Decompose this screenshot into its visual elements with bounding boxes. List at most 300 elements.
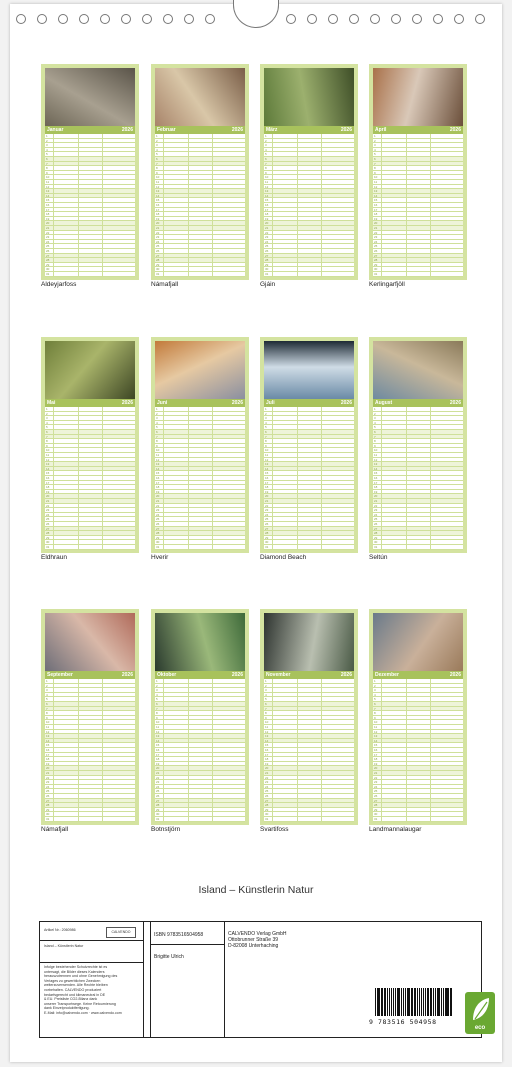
binding-hole (454, 14, 464, 24)
binding-hole (370, 14, 380, 24)
day-number: 16 (156, 476, 160, 480)
day-number: 9 (265, 715, 267, 720)
day-number: 12 (156, 729, 160, 734)
month-header (155, 671, 245, 679)
day-number: 30 (265, 540, 269, 545)
day-number: 16 (265, 203, 269, 207)
day-number: 30 (156, 267, 160, 272)
month-photo (45, 613, 135, 671)
day-number: 26 (46, 249, 50, 253)
day-number: 4 (46, 147, 48, 152)
author: Brigitte Ulrich (154, 954, 184, 960)
day-number: 29 (374, 535, 378, 540)
day-number: 20 (46, 494, 50, 499)
column-divider (188, 134, 189, 277)
month-header (45, 399, 135, 407)
day-number: 3 (374, 416, 376, 421)
day-number: 5 (46, 152, 48, 157)
day-number: 5 (265, 152, 267, 157)
day-number: 24 (46, 239, 50, 244)
place-caption: Seltún (369, 554, 388, 561)
barcode-bar (451, 988, 452, 1016)
column-divider (381, 407, 382, 550)
day-number: 23 (374, 508, 378, 513)
day-number: 25 (46, 517, 50, 522)
month-photo (264, 68, 354, 126)
day-number: 7 (374, 434, 376, 439)
day-number: 10 (156, 448, 160, 453)
day-number: 5 (374, 152, 376, 157)
month-year: 2026 (231, 672, 243, 678)
binding-hole (37, 14, 47, 24)
day-number: 23 (46, 508, 50, 513)
day-number: 26 (265, 522, 269, 526)
day-number: 13 (374, 189, 378, 194)
day-number: 4 (265, 692, 267, 697)
place-caption: Gjáin (260, 281, 276, 288)
day-number: 27 (156, 798, 160, 803)
month-year: 2026 (121, 672, 133, 678)
day-number: 16 (374, 748, 378, 752)
day-number: 27 (46, 798, 50, 803)
day-number: 24 (374, 784, 378, 789)
divider (151, 944, 225, 945)
day-number: 14 (265, 193, 269, 198)
day-number: 6 (265, 702, 267, 706)
day-number: 29 (156, 807, 160, 812)
day-number: 2 (46, 411, 48, 416)
binding-hole (391, 14, 401, 24)
month-year: 2026 (340, 127, 352, 133)
disclaimer-line: E-Mail: info@calvendo.com · www.calvendo.com (44, 1011, 122, 1015)
day-number: 25 (265, 244, 269, 249)
day-number: 22 (156, 775, 160, 780)
day-number: 14 (46, 193, 50, 198)
binding-hole (475, 14, 485, 24)
day-number: 1 (265, 407, 267, 411)
day-number: 18 (46, 757, 50, 762)
day-number: 10 (156, 175, 160, 180)
month-name: Februar (157, 127, 176, 133)
day-number: 17 (265, 752, 269, 757)
day-number: 19 (265, 489, 269, 494)
day-number: 23 (46, 235, 50, 240)
month-card-4 (369, 64, 467, 280)
day-number: 19 (46, 216, 50, 221)
month-year: 2026 (231, 400, 243, 406)
day-number: 19 (374, 489, 378, 494)
day-number: 6 (46, 157, 48, 161)
column-divider (163, 407, 164, 550)
month-photo (155, 68, 245, 126)
month-card-7 (260, 337, 358, 553)
day-number: 19 (156, 489, 160, 494)
day-row (264, 545, 354, 550)
day-number: 26 (46, 794, 50, 798)
barcode-bar (435, 988, 436, 1016)
day-number: 5 (46, 425, 48, 430)
day-number: 1 (46, 407, 48, 411)
day-number: 5 (156, 152, 158, 157)
month-card-11 (260, 609, 358, 825)
column-divider (321, 134, 322, 277)
day-row (373, 817, 463, 822)
day-number: 14 (46, 466, 50, 471)
day-number: 6 (156, 430, 158, 434)
month-year: 2026 (449, 400, 461, 406)
month-photo (264, 613, 354, 671)
month-header (264, 671, 354, 679)
place-caption: Eldhraun (41, 554, 68, 561)
day-number: 23 (265, 235, 269, 240)
day-number: 9 (156, 715, 158, 720)
day-number: 23 (156, 780, 160, 785)
day-number: 10 (46, 448, 50, 453)
column-divider (78, 679, 79, 822)
day-number: 24 (156, 512, 160, 517)
day-number: 28 (156, 258, 160, 263)
day-number: 1 (156, 134, 158, 138)
day-number: 6 (374, 430, 376, 434)
month-photo (155, 341, 245, 399)
day-number: 25 (374, 789, 378, 794)
day-number: 29 (46, 535, 50, 540)
day-number: 30 (46, 812, 50, 817)
day-number: 29 (46, 262, 50, 267)
publisher-logo: CALVENDO (106, 927, 136, 938)
day-number: 11 (265, 180, 269, 184)
day-number: 27 (46, 253, 50, 258)
month-photo (45, 341, 135, 399)
day-number: 5 (46, 697, 48, 702)
day-number: 14 (156, 193, 160, 198)
day-number: 22 (374, 503, 378, 508)
day-number: 26 (374, 794, 378, 798)
barcode-bar (403, 988, 404, 1016)
day-number: 14 (374, 466, 378, 471)
day-number: 16 (374, 203, 378, 207)
barcode-bar (433, 988, 434, 1016)
day-number: 7 (156, 434, 158, 439)
day-number: 7 (156, 706, 158, 711)
day-number: 2 (265, 411, 267, 416)
day-number: 23 (265, 780, 269, 785)
day-number: 6 (374, 157, 376, 161)
barcode-number: 9 783516 504958 (369, 1018, 437, 1026)
day-number: 31 (374, 817, 378, 821)
column-divider (212, 134, 213, 277)
day-number: 15 (265, 743, 269, 748)
day-number: 22 (265, 230, 269, 235)
binding-hole (184, 14, 194, 24)
day-row (45, 272, 135, 277)
place-caption: Diamond Beach (260, 554, 307, 561)
day-number: 27 (156, 253, 160, 258)
day-number: 18 (156, 485, 160, 490)
day-number: 8 (374, 439, 376, 444)
barcode (369, 988, 453, 1026)
day-number: 20 (46, 766, 50, 771)
day-number: 12 (374, 184, 378, 189)
day-number: 2 (46, 683, 48, 688)
month-name: Juni (157, 400, 168, 406)
column-divider (212, 407, 213, 550)
day-number: 30 (46, 540, 50, 545)
day-number: 4 (265, 420, 267, 425)
day-number: 28 (374, 803, 378, 808)
day-number: 14 (374, 193, 378, 198)
day-number: 17 (46, 752, 50, 757)
day-number: 25 (374, 244, 378, 249)
month-year: 2026 (231, 127, 243, 133)
day-number: 25 (156, 789, 160, 794)
day-number: 8 (46, 166, 48, 171)
column-divider (297, 134, 298, 277)
day-number: 11 (156, 180, 160, 184)
day-number: 13 (46, 189, 50, 194)
day-number: 12 (46, 457, 50, 462)
day-number: 1 (374, 134, 376, 138)
day-number: 1 (46, 134, 48, 138)
day-number: 10 (374, 175, 378, 180)
binding-hole (286, 14, 296, 24)
day-number: 30 (374, 540, 378, 545)
leaf-icon (465, 994, 495, 1026)
day-number: 13 (46, 462, 50, 467)
month-year: 2026 (449, 672, 461, 678)
day-number: 24 (156, 784, 160, 789)
day-number: 4 (265, 147, 267, 152)
day-number: 31 (156, 545, 160, 549)
day-number: 1 (156, 407, 158, 411)
day-number: 11 (374, 453, 378, 457)
day-number: 22 (374, 230, 378, 235)
day-number: 15 (265, 198, 269, 203)
day-number: 15 (46, 198, 50, 203)
day-number: 9 (374, 170, 376, 175)
publisher-name: CALVENDO Verlag GmbH (228, 931, 287, 937)
day-number: 22 (156, 503, 160, 508)
binding-hole (58, 14, 68, 24)
day-number: 14 (374, 738, 378, 743)
month-photo (264, 341, 354, 399)
day-number: 8 (265, 439, 267, 444)
day-number: 26 (156, 249, 160, 253)
barcode-bar (389, 988, 390, 1016)
day-grid (155, 679, 245, 822)
month-card-2 (151, 64, 249, 280)
day-number: 10 (374, 720, 378, 725)
column-divider (297, 407, 298, 550)
day-number: 27 (265, 526, 269, 531)
day-number: 17 (265, 207, 269, 212)
publisher-city: D-82008 Unterhaching (228, 943, 279, 949)
barcode-bar (415, 988, 416, 1016)
day-number: 18 (156, 757, 160, 762)
day-number: 22 (46, 503, 50, 508)
day-number: 20 (156, 221, 160, 226)
day-number: 24 (265, 239, 269, 244)
day-number: 23 (374, 780, 378, 785)
day-number: 3 (46, 143, 48, 148)
day-number: 23 (156, 508, 160, 513)
day-grid (264, 134, 354, 277)
day-number: 26 (156, 794, 160, 798)
month-card-8 (369, 337, 467, 553)
day-number: 5 (265, 697, 267, 702)
day-number: 26 (46, 522, 50, 526)
day-number: 24 (374, 239, 378, 244)
day-number: 20 (46, 221, 50, 226)
day-number: 12 (374, 457, 378, 462)
day-number: 3 (46, 416, 48, 421)
column-divider (381, 679, 382, 822)
column-divider (272, 134, 273, 277)
day-number: 26 (265, 249, 269, 253)
day-number: 11 (46, 180, 50, 184)
day-number: 21 (156, 499, 160, 503)
day-number: 17 (374, 207, 378, 212)
day-number: 31 (156, 272, 160, 276)
column-divider (430, 134, 431, 277)
day-number: 30 (156, 540, 160, 545)
day-number: 15 (156, 198, 160, 203)
barcode-bar (387, 988, 388, 1016)
day-number: 20 (374, 221, 378, 226)
barcode-bar (438, 988, 439, 1016)
day-number: 9 (265, 443, 267, 448)
day-number: 25 (265, 517, 269, 522)
day-number: 16 (374, 476, 378, 480)
month-card-10 (151, 609, 249, 825)
day-number: 24 (46, 512, 50, 517)
day-number: 8 (265, 711, 267, 716)
day-number: 13 (265, 189, 269, 194)
day-number: 3 (374, 143, 376, 148)
barcode-bar (431, 988, 432, 1016)
day-number: 1 (156, 679, 158, 683)
day-number: 23 (265, 508, 269, 513)
day-number: 4 (374, 147, 376, 152)
day-number: 28 (265, 531, 269, 536)
binding-hole (121, 14, 131, 24)
imprint-left-column (40, 922, 144, 1037)
column-divider (321, 679, 322, 822)
day-number: 4 (156, 147, 158, 152)
day-number: 2 (374, 411, 376, 416)
month-photo (373, 68, 463, 126)
barcode-bar (378, 988, 379, 1016)
day-number: 1 (374, 407, 376, 411)
day-number: 31 (46, 272, 50, 276)
day-number: 6 (156, 157, 158, 161)
day-number: 8 (156, 439, 158, 444)
day-number: 18 (46, 485, 50, 490)
disclaimer-line: weiterzuverwenden. Alle Rechte bleiben (44, 983, 108, 988)
day-number: 20 (265, 221, 269, 226)
day-number: 4 (46, 420, 48, 425)
day-number: 17 (156, 752, 160, 757)
disclaimer-line: unserer Transportwege. Keine Retournierung (44, 1001, 116, 1006)
place-caption: Námafjall (41, 826, 69, 833)
day-row (155, 817, 245, 822)
day-number: 24 (265, 512, 269, 517)
month-photo (45, 68, 135, 126)
binding-hole (79, 14, 89, 24)
day-number: 3 (156, 143, 158, 148)
month-header (155, 126, 245, 134)
month-header (155, 399, 245, 407)
day-row (155, 545, 245, 550)
day-number: 7 (46, 706, 48, 711)
day-number: 26 (374, 522, 378, 526)
day-number: 26 (265, 794, 269, 798)
day-number: 8 (156, 711, 158, 716)
month-header (373, 399, 463, 407)
day-number: 4 (156, 420, 158, 425)
day-number: 13 (374, 462, 378, 467)
day-number: 9 (374, 715, 376, 720)
column-divider (163, 679, 164, 822)
month-card-3 (260, 64, 358, 280)
day-number: 8 (156, 166, 158, 171)
day-number: 4 (46, 692, 48, 697)
day-number: 21 (265, 771, 269, 775)
column-divider (430, 679, 431, 822)
day-number: 15 (374, 471, 378, 476)
barcode-bars (375, 988, 453, 1016)
day-number: 1 (265, 679, 267, 683)
barcode-bar (441, 988, 442, 1016)
day-number: 29 (156, 535, 160, 540)
day-number: 13 (156, 462, 160, 467)
day-number: 8 (265, 166, 267, 171)
day-number: 14 (46, 738, 50, 743)
month-card-1 (41, 64, 139, 280)
day-number: 11 (374, 725, 378, 729)
day-number: 3 (265, 688, 267, 693)
day-grid (45, 679, 135, 822)
day-number: 6 (156, 702, 158, 706)
day-number: 24 (156, 239, 160, 244)
day-number: 26 (374, 249, 378, 253)
column-divider (406, 679, 407, 822)
day-number: 30 (374, 812, 378, 817)
disclaimer-line: & EU. Preisliste CO2-Bilanz dank (44, 997, 98, 1002)
day-number: 13 (46, 734, 50, 739)
month-header (373, 671, 463, 679)
day-grid (155, 134, 245, 277)
month-year: 2026 (121, 127, 133, 133)
day-number: 11 (265, 453, 269, 457)
month-year: 2026 (121, 400, 133, 406)
day-number: 28 (265, 258, 269, 263)
disclaimer-line: bedarfsgerecht und klimaneutral in DE (44, 992, 106, 997)
day-number: 15 (156, 471, 160, 476)
day-number: 22 (46, 230, 50, 235)
column-divider (430, 407, 431, 550)
day-row (373, 272, 463, 277)
binding-hole (100, 14, 110, 24)
day-number: 19 (46, 489, 50, 494)
barcode-bar (446, 988, 448, 1016)
day-number: 12 (374, 729, 378, 734)
month-name: März (266, 127, 278, 133)
day-number: 6 (265, 157, 267, 161)
place-caption: Landmannalaugar (369, 826, 422, 833)
day-number: 7 (374, 706, 376, 711)
day-number: 18 (265, 757, 269, 762)
